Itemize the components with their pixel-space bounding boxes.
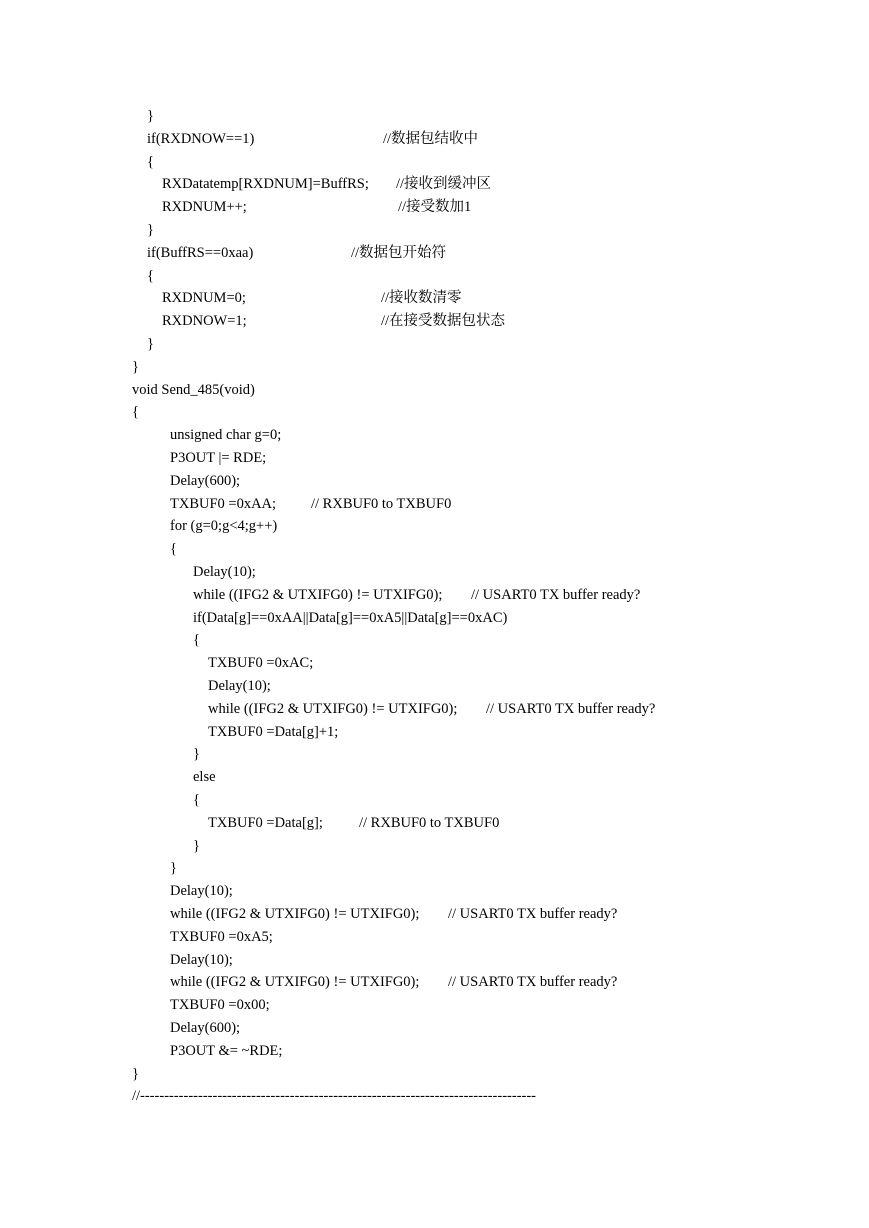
code-line: TXBUF0 =0xA5; xyxy=(170,929,273,945)
code-line: { xyxy=(147,268,154,284)
code-line: Delay(600); xyxy=(170,1020,241,1036)
code-line: { xyxy=(170,541,177,557)
code-comment: // RXBUF0 to TXBUF0 xyxy=(359,815,500,831)
code-line: unsigned char g=0; xyxy=(170,427,282,443)
code-line: for (g=0;g<4;g++) xyxy=(170,518,278,534)
code-comment: //接受数加1 xyxy=(398,199,472,215)
code-line: while ((IFG2 & UTXIFG0) != UTXIFG0); xyxy=(193,587,443,603)
code-line: while ((IFG2 & UTXIFG0) != UTXIFG0); xyxy=(170,974,420,990)
code-line: Delay(10); xyxy=(170,883,233,899)
code-line: //---------------------------------------------------------------------------------- xyxy=(132,1088,537,1104)
code-line: RXDNOW=1; xyxy=(162,313,247,329)
code-line: RXDNUM=0; xyxy=(162,290,246,306)
code-line: TXBUF0 =0xAA; xyxy=(170,496,277,512)
code-line: P3OUT &= ~RDE; xyxy=(170,1043,283,1059)
code-line: Delay(10); xyxy=(208,678,271,694)
code-comment: //数据包结收中 xyxy=(383,131,479,147)
code-line: } xyxy=(132,359,139,375)
code-line: Delay(10); xyxy=(170,952,233,968)
code-comment: // USART0 TX buffer ready? xyxy=(448,974,618,990)
code-line: { xyxy=(132,404,139,420)
code-comment: // USART0 TX buffer ready? xyxy=(448,906,618,922)
code-line: void Send_485(void) xyxy=(132,382,255,398)
code-line: RXDatatemp[RXDNUM]=BuffRS; xyxy=(162,176,369,192)
code-line: } xyxy=(193,838,200,854)
code-comment: //接收到缓冲区 xyxy=(396,176,492,192)
code-line: } xyxy=(147,222,154,238)
code-line: Delay(600); xyxy=(170,473,241,489)
code-line: { xyxy=(193,632,200,648)
code-line: if(Data[g]==0xAA||Data[g]==0xA5||Data[g]==0xAC) xyxy=(193,610,508,626)
code-line: if(BuffRS==0xaa) xyxy=(147,245,254,261)
code-line: TXBUF0 =Data[g]+1; xyxy=(208,724,339,740)
code-line: P3OUT |= RDE; xyxy=(170,450,267,466)
code-line: TXBUF0 =Data[g]; xyxy=(208,815,323,831)
code-line: if(RXDNOW==1) xyxy=(147,131,255,147)
code-comment: //接收数清零 xyxy=(381,290,462,306)
code-line: { xyxy=(193,792,200,808)
code-line: TXBUF0 =0xAC; xyxy=(208,655,314,671)
code-line: } xyxy=(170,860,177,876)
code-line: } xyxy=(193,746,200,762)
code-line: { xyxy=(147,154,154,170)
code-comment: //数据包开始符 xyxy=(351,245,447,261)
code-line: else xyxy=(193,769,216,785)
code-comment: // RXBUF0 to TXBUF0 xyxy=(311,496,452,512)
code-line: while ((IFG2 & UTXIFG0) != UTXIFG0); xyxy=(170,906,420,922)
code-line: } xyxy=(132,1066,139,1082)
code-line: while ((IFG2 & UTXIFG0) != UTXIFG0); xyxy=(208,701,458,717)
code-line: TXBUF0 =0x00; xyxy=(170,997,270,1013)
code-line: RXDNUM++; xyxy=(162,199,247,215)
code-line: } xyxy=(147,336,154,352)
code-comment: // USART0 TX buffer ready? xyxy=(471,587,641,603)
code-line: } xyxy=(147,108,154,124)
code-comment: //在接受数据包状态 xyxy=(381,313,506,329)
code-line: Delay(10); xyxy=(193,564,256,580)
code-comment: // USART0 TX buffer ready? xyxy=(486,701,656,717)
